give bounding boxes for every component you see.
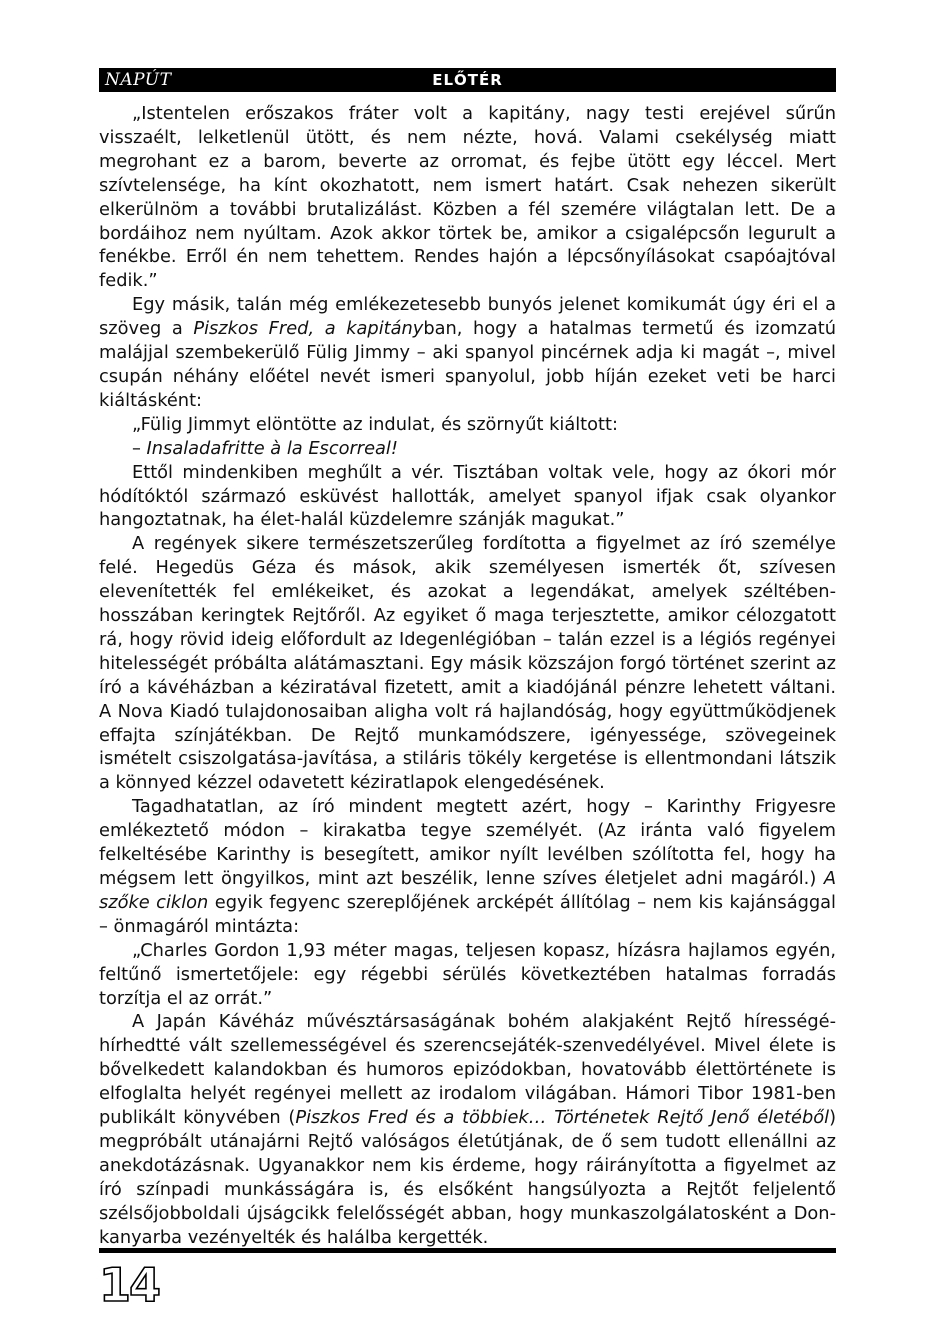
italic-text: Piszkos Fred, a kapitány <box>193 318 424 340</box>
text-run: Ettől mindenkiben meghűlt a vér. Tisztában voltak vele, hogy az ókori mór hódítóktól származó esküvést hallották, amelyet spanyol ifjak csak olyankor hangoztatnak, ha élet-halál küzdelemre szánják magukat.” <box>99 461 836 531</box>
running-header <box>99 68 836 92</box>
text-run: „Charles Gordon 1,93 méter magas, teljesen kopasz, hízásra hajlamos egyén, feltűnő ismertetőjele: egy régebbi sérülés következtében hatalmas forradás torzítja el az orrát.” <box>99 939 836 1009</box>
text-run: ban, hogy a hatalmas termetű és izomzatú malájjal szembekerülő Fülig Jimmy – aki spanyol pincérnek adja ki magát –, mivel csupán néhány előétel nevét ismeri spanyolul, jobb híján ezeket veti be harci kiáltásként: <box>99 318 836 411</box>
paragraph <box>99 293 836 413</box>
paragraph <box>99 1010 836 1249</box>
paragraph <box>99 102 836 293</box>
paragraph <box>99 939 836 1011</box>
page-number: 14 <box>99 1258 160 1312</box>
article-body <box>99 102 836 1250</box>
italic-text: Piszkos Fred és a többiek… Történetek Rejtő Jenő életéből <box>295 1107 830 1129</box>
text-run: ) megpróbált utánajárni Rejtő valóságos életútjának, de ő sem tudott ellenállni az anekdotázásnak. Ugyanakkor nem kis érdeme, hogy ráirányította a figyelmet az író színpadi munkásságára is, és elsőként hangsúlyozta a Rejtőt feljelentő szélsőjobboldali újságcikk felelősségét abban, hogy munkaszolgálatosként a Don-kanyarba vezényelték és halálba kergették. <box>99 1107 836 1248</box>
section-title: ELŐTÉR <box>432 71 503 89</box>
paragraph <box>99 795 836 938</box>
paragraph <box>99 461 836 533</box>
text-run: „Istentelen erőszakos fráter volt a kapitány, nagy testi erejével sűrűn visszaélt, lelketlenül ütött, és nem nézte, hová. Valami csekélység miatt megrohant ez a barom, beverte az orromat, és fejbe ütött egy léccel. Mert szívtelensége, ha kínt okozhatott, nem ismert határt. Csak nehezen sikerült elkerülnöm a további brutalizálást. Közben a fél szemére világtalan lett. De a bordáihoz nem nyúltam. Azok akkor törtek be, amikor a csigalépcsőn legurult a fenékbe. Erről én nem tehettem. Rendes hajón a lépcsőnyílásokat csapóajtóval fedik.” <box>99 103 836 292</box>
paragraph <box>99 413 836 437</box>
paragraph <box>99 532 836 795</box>
journal-name: NAPÚT <box>105 70 172 90</box>
text-run: egyik fegyenc szereplőjének arcképét állítólag – nem kis kajánsággal – önmagáról mintázta: <box>99 891 836 937</box>
text-run: A Japán Kávéház művésztársaságának bohém alakjaként Rejtő hírességé-hírhedtté vált szellemességével és szerencsejáték-szenvedélyével. Mivel élete is bővelkedett kalandokban és humoros epizódokban, hovatovább élettörténete is elfoglalta helyét regényei mellett az irodalom világában. Hámori Tibor 1981-ben publikált könyvében ( <box>99 1011 836 1129</box>
italic-text: Insaladafritte à la Escorreal! <box>146 437 399 459</box>
italic-text: A szőke ciklon <box>99 868 836 913</box>
text-run: A regények sikere természetszerűleg fordította a figyelmet az író személye felé. Hegedüs Géza és mások, akik személyesen ismerték őt, szívesen elevenítették fel emlékeiket, és azokat a legendákat, amelyek széltében-hosszában keringtek Rejtőről. Az egyiket ő maga terjesztette, amikor célozgatott rá, hogy rövid ideig előfordult az Idegenlégióban – talán ezzel is a légiós regényei hitelességét próbálta alátámasztani. Egy másik közszájon forgó történet szerint az író a kávéházban a kéziratával fizetett, amit a kiadójánál pénzre lehetett váltani. A Nova Kiadó tulajdonosaiban aligha volt rá hajlandóság, hogy együttműködjenek effajta színjátékban. De Rejtő munkamódszere, igényessége, szövegeinek ismételt csiszolgatása-javítása, a stiláris tökély kergetése is ellentmondani látszik a könnyed kézzel odavetett kéziratlapok elengedésének. <box>99 533 836 794</box>
text-run: „Fülig Jimmyt elöntötte az indulat, és szörnyűt kiáltott: <box>132 413 618 435</box>
text-run: Tagadhatatlan, az író mindent megtett azért, hogy – Karinthy Frigyesre emlékeztető módon – kirakatba tegye személyét. (Az iránta való figyelem felkeltésébe Karinthy is besegített, amikor nyílt levélben szólította fel, hogy ha mégsem lett öngyilkos, mint azt beszélik, lenne szíves életjelet adni magáról.) <box>99 796 836 889</box>
text-run: Egy másik, talán még emlékezetesebb bunyós jelenet komikumát úgy éri el a szöveg a <box>99 294 836 340</box>
paragraph <box>99 437 836 461</box>
footer-rule <box>99 1248 836 1253</box>
text-run: – <box>132 437 147 459</box>
